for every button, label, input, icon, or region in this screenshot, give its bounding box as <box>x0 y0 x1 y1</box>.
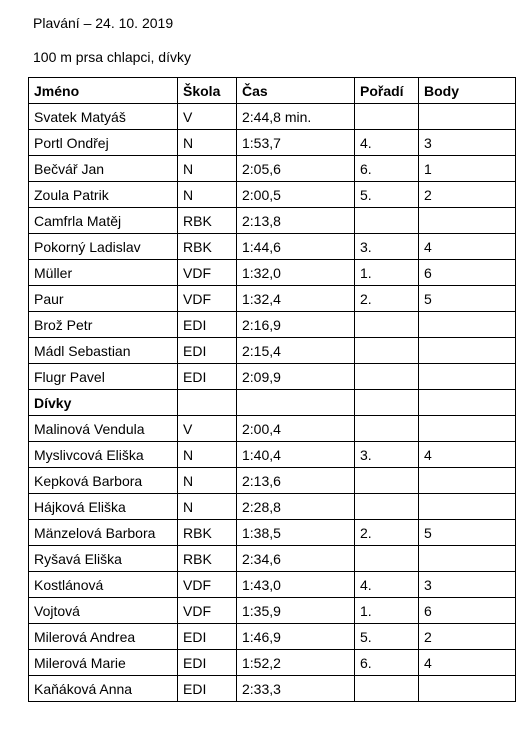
cell-points: 1 <box>419 156 516 182</box>
cell-school: EDI <box>178 650 237 676</box>
cell-name: Hájková Eliška <box>29 494 178 520</box>
cell-time: 2:44,8 min. <box>237 104 355 130</box>
cell-name: Flugr Pavel <box>29 364 178 390</box>
cell-school: VDF <box>178 572 237 598</box>
cell-points <box>419 208 516 234</box>
cell-time: 2:05,6 <box>237 156 355 182</box>
cell-school: EDI <box>178 676 237 702</box>
cell-rank <box>355 338 419 364</box>
cell-rank: 6. <box>355 650 419 676</box>
table-row <box>29 260 516 286</box>
table-row <box>29 104 516 130</box>
cell-rank <box>355 312 419 338</box>
cell-name: Vojtová <box>29 598 178 624</box>
table-row <box>29 598 516 624</box>
cell-school: RBK <box>178 208 237 234</box>
cell-rank <box>355 208 419 234</box>
cell-rank <box>355 104 419 130</box>
document-subtitle: 100 m prsa chlapci, dívky <box>33 49 191 65</box>
cell-rank: 5. <box>355 624 419 650</box>
cell-points: 2 <box>419 182 516 208</box>
table-row <box>29 494 516 520</box>
table-row <box>29 156 516 182</box>
cell-name: Bečvář Jan <box>29 156 178 182</box>
cell-time: 2:28,8 <box>237 494 355 520</box>
cell-school <box>178 390 237 416</box>
cell-points: 4 <box>419 442 516 468</box>
cell-school: V <box>178 416 237 442</box>
cell-name: Malinová Vendula <box>29 416 178 442</box>
cell-points: 5 <box>419 286 516 312</box>
cell-time: 1:40,4 <box>237 442 355 468</box>
cell-time: 2:13,8 <box>237 208 355 234</box>
table-row <box>29 676 516 702</box>
cell-time: 2:00,4 <box>237 416 355 442</box>
table-row <box>29 130 516 156</box>
cell-time: 1:53,7 <box>237 130 355 156</box>
cell-school: RBK <box>178 234 237 260</box>
cell-rank <box>355 364 419 390</box>
cell-time: 1:35,9 <box>237 598 355 624</box>
table-row <box>29 182 516 208</box>
cell-points <box>419 546 516 572</box>
table-row <box>29 364 516 390</box>
cell-name: Dívky <box>29 390 178 416</box>
cell-time: 1:52,2 <box>237 650 355 676</box>
section-row <box>29 390 516 416</box>
cell-points <box>419 676 516 702</box>
cell-school: N <box>178 442 237 468</box>
cell-points: 4 <box>419 234 516 260</box>
table-row <box>29 442 516 468</box>
cell-points <box>419 338 516 364</box>
cell-rank <box>355 416 419 442</box>
cell-name: Kostlánová <box>29 572 178 598</box>
cell-school: EDI <box>178 624 237 650</box>
cell-school: N <box>178 156 237 182</box>
table-row <box>29 416 516 442</box>
table-row <box>29 572 516 598</box>
cell-rank <box>355 676 419 702</box>
cell-rank: 5. <box>355 182 419 208</box>
cell-name: Portl Ondřej <box>29 130 178 156</box>
cell-name: Pokorný Ladislav <box>29 234 178 260</box>
cell-rank: 6. <box>355 156 419 182</box>
cell-rank <box>355 494 419 520</box>
cell-points <box>419 416 516 442</box>
cell-rank <box>355 546 419 572</box>
table-body <box>29 104 516 702</box>
cell-time: 2:33,3 <box>237 676 355 702</box>
header-time: Čas <box>237 78 355 104</box>
cell-rank: 4. <box>355 572 419 598</box>
results-table <box>28 77 516 702</box>
cell-school: VDF <box>178 260 237 286</box>
cell-rank: 3. <box>355 442 419 468</box>
cell-name: Kaňáková Anna <box>29 676 178 702</box>
cell-points <box>419 494 516 520</box>
cell-school: RBK <box>178 546 237 572</box>
cell-time <box>237 390 355 416</box>
cell-time: 2:13,6 <box>237 468 355 494</box>
cell-name: Kepková Barbora <box>29 468 178 494</box>
cell-name: Milerová Marie <box>29 650 178 676</box>
table-row <box>29 468 516 494</box>
table-row <box>29 234 516 260</box>
cell-points: 5 <box>419 520 516 546</box>
cell-school: RBK <box>178 520 237 546</box>
table-row <box>29 286 516 312</box>
cell-time: 1:46,9 <box>237 624 355 650</box>
cell-time: 1:43,0 <box>237 572 355 598</box>
cell-time: 1:32,0 <box>237 260 355 286</box>
cell-points: 3 <box>419 130 516 156</box>
cell-school: N <box>178 130 237 156</box>
cell-rank <box>355 468 419 494</box>
cell-rank: 1. <box>355 598 419 624</box>
table-header-row <box>29 78 516 104</box>
cell-points <box>419 104 516 130</box>
cell-name: Zoula Patrik <box>29 182 178 208</box>
header-rank: Pořadí <box>355 78 419 104</box>
cell-school: EDI <box>178 364 237 390</box>
cell-school: EDI <box>178 338 237 364</box>
cell-points <box>419 390 516 416</box>
cell-school: EDI <box>178 312 237 338</box>
cell-rank <box>355 390 419 416</box>
cell-points: 2 <box>419 624 516 650</box>
cell-name: Ryšavá Eliška <box>29 546 178 572</box>
cell-name: Camfrla Matěj <box>29 208 178 234</box>
header-school: Škola <box>178 78 237 104</box>
table-row <box>29 338 516 364</box>
cell-time: 1:38,5 <box>237 520 355 546</box>
cell-time: 1:44,6 <box>237 234 355 260</box>
cell-rank: 4. <box>355 130 419 156</box>
table-row <box>29 312 516 338</box>
cell-school: N <box>178 182 237 208</box>
cell-time: 2:15,4 <box>237 338 355 364</box>
cell-rank: 1. <box>355 260 419 286</box>
cell-name: Müller <box>29 260 178 286</box>
cell-time: 2:00,5 <box>237 182 355 208</box>
cell-points <box>419 468 516 494</box>
cell-name: Mádl Sebastian <box>29 338 178 364</box>
cell-rank: 2. <box>355 520 419 546</box>
cell-points <box>419 312 516 338</box>
cell-time: 2:16,9 <box>237 312 355 338</box>
cell-points <box>419 364 516 390</box>
cell-name: Brož Petr <box>29 312 178 338</box>
cell-time: 2:09,9 <box>237 364 355 390</box>
table-row <box>29 208 516 234</box>
header-points: Body <box>419 78 516 104</box>
cell-school: VDF <box>178 598 237 624</box>
cell-school: VDF <box>178 286 237 312</box>
cell-points: 6 <box>419 260 516 286</box>
cell-name: Myslivcová Eliška <box>29 442 178 468</box>
table-row <box>29 650 516 676</box>
cell-time: 1:32,4 <box>237 286 355 312</box>
cell-time: 2:34,6 <box>237 546 355 572</box>
cell-name: Mänzelová Barbora <box>29 520 178 546</box>
table-row <box>29 624 516 650</box>
header-name: Jméno <box>29 78 178 104</box>
cell-rank: 2. <box>355 286 419 312</box>
cell-school: N <box>178 468 237 494</box>
table-row <box>29 546 516 572</box>
cell-school: N <box>178 494 237 520</box>
table-row <box>29 520 516 546</box>
document-title: Plavání – 24. 10. 2019 <box>33 15 174 31</box>
cell-name: Paur <box>29 286 178 312</box>
cell-points: 6 <box>419 598 516 624</box>
cell-points: 4 <box>419 650 516 676</box>
cell-points: 3 <box>419 572 516 598</box>
cell-rank: 3. <box>355 234 419 260</box>
cell-school: V <box>178 104 237 130</box>
cell-name: Milerová Andrea <box>29 624 178 650</box>
cell-name: Svatek Matyáš <box>29 104 178 130</box>
